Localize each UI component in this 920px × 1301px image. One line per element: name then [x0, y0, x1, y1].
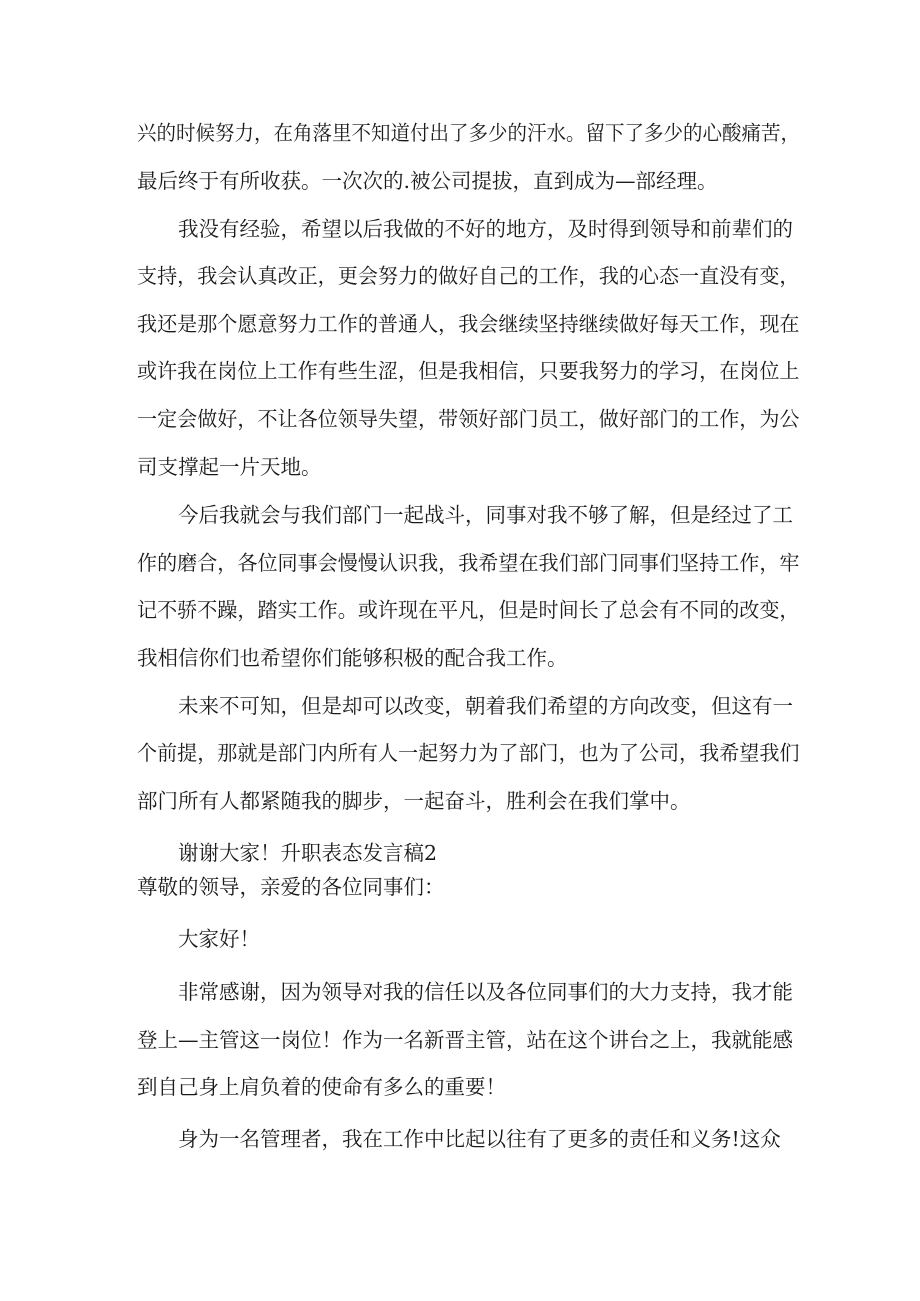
- salutation-line: 尊敬的领导，亲爱的各位同事们：: [137, 875, 445, 899]
- paragraph-start-line: 身为一名管理者，我在工作中比起以往有了更多的责任和义务!这众: [178, 1127, 781, 1151]
- text-line: 司支撑起一片天地。: [137, 455, 322, 479]
- greeting-line: 大家好！: [178, 927, 260, 951]
- text-line: 我相信你们也希望你们能够积极的配合我工作。: [137, 646, 568, 670]
- text-line: 作的磨合，各位同事会慢慢认识我，我希望在我们部门同事们坚持工作，牢: [137, 551, 800, 575]
- text-line: 部门所有人都紧随我的脚步，一起奋斗，胜利会在我们掌中。: [137, 789, 691, 813]
- paragraph-start-line: 今后我就会与我们部门一起战斗，同事对我不够了解，但是经过了工: [178, 503, 793, 527]
- paragraph-start-line: 未来不可知，但是却可以改变，朝着我们希望的方向改变，但这有一: [178, 694, 793, 718]
- section-title: 谢谢大家！升职表态发言稿2: [178, 841, 438, 865]
- text-line: 最后终于有所收获。一次次的.被公司提拔，直到成为—部经理。: [137, 169, 718, 193]
- text-line: 个前提，那就是部门内所有人一起努力为了部门，也为了公司，我希望我们: [137, 741, 800, 765]
- text-line: 一定会做好，不让各位领导失望，带领好部门员工，做好部门的工作，为公: [137, 407, 800, 431]
- text-line: 或许我在岗位上工作有些生涩，但是我相信，只要我努力的学习，在岗位上: [137, 359, 800, 383]
- text-line: 登上—主管这一岗位！作为一名新晋主管，站在这个讲台之上，我就能感: [137, 1028, 793, 1052]
- paragraph-start-line: 我没有经验，希望以后我做的不好的地方，及时得到领导和前辈们的: [178, 217, 793, 241]
- text-line: 我还是那个愿意努力工作的普通人，我会继续坚持继续做好每天工作，现在: [137, 312, 800, 336]
- text-line: 兴的时候努力，在角落里不知道付出了多少的汗水。留下了多少的心酸痛苦，: [137, 121, 800, 145]
- text-line: 记不骄不躁，踏实工作。或许现在平凡，但是时间长了总会有不同的改变，: [137, 598, 800, 622]
- text-line: 到自己身上肩负着的使命有多么的重要！: [137, 1075, 506, 1099]
- paragraph-start-line: 非常感谢，因为领导对我的信任以及各位同事们的大力支持，我才能: [178, 980, 793, 1004]
- text-line: 支持，我会认真改正，更会努力的做好自己的工作，我的心态一直没有变，: [137, 264, 800, 288]
